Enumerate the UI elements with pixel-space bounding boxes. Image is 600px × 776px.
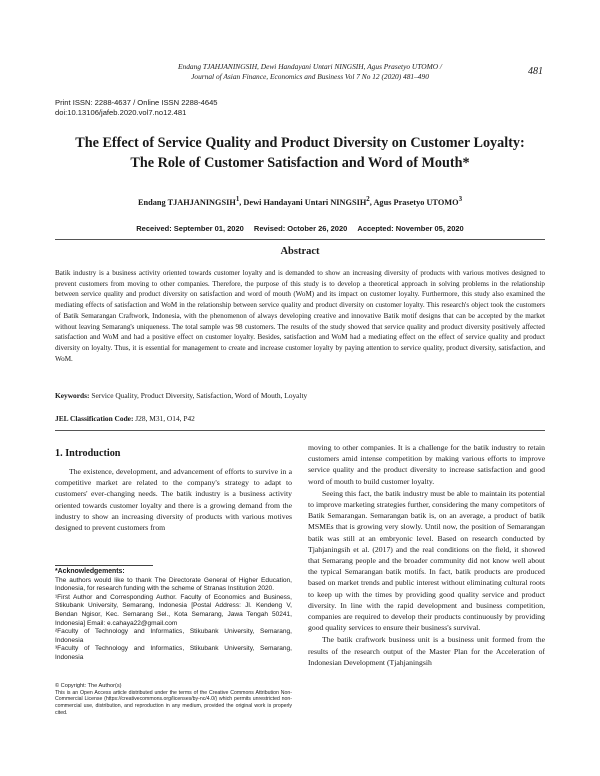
intro-paragraph-3: Seeing this fact, the batik industry must be able to maintain its potential to improve marketing strategies further, considering the many competitors of Batik Semarangan. Semarangan batik is, on an average, a product of batik MSMEs that is growing very slowly. Until now, the position of Semarangan batik was still at an embryonic level. Based on research conducted by Tjahjaningsih et al. (2017) and the real conditions on the field, it showed that Semarang people and the broader community did not know well about the typical Semarangan batik motifs. In fact, batik products are produced based on market trends and public interest without eliminating cultural roots to keep up with the times by providing good quality service and product diversity. In line with the rapid development and business competition, companies are required to develop their products continuously by providing good quality services to ensure their business's survival. — [308, 488, 545, 633]
paper-title — [40, 133, 560, 173]
copyright-notice — [55, 683, 292, 717]
footnote-3: ³Faculty of Technology and Informatics, Stikubank University, Semarang, Indonesia — [55, 645, 292, 661]
author-1: Endang TJAHJANINGSIH — [137, 197, 236, 207]
paper-title-line1: The Effect of Service Quality and Product Diversity on Customer Loyalty: — [75, 135, 525, 151]
paper-title-line2: The Role of Customer Satisfaction and Word of Mouth* — [130, 155, 470, 171]
jel-label: JEL Classification Code: — [55, 414, 134, 423]
keywords-value: Service Quality, Product Diversity, Satisfaction, Word of Mouth, Loyalty — [91, 391, 308, 400]
issn-line: Print ISSN: 2288-4637 / Online ISSN 2288-4645 — [55, 98, 218, 107]
issn-block — [55, 98, 218, 118]
author-list: Endang TJAHJANINGSIH$^1$, Dewi Handayani Untari NINGSIH$^2$, Agus Prasetyo UTOMO$^3$ — [137, 196, 463, 207]
running-header — [120, 62, 500, 82]
acknowledgements-text: The authors would like to thank The Directorate General of Higher Education, Indonesia, for research funding with the scheme of Stranas Institution 2020. — [55, 576, 292, 593]
author-3: Agus Prasetyo UTOMO — [373, 197, 459, 207]
author-2-affiliation: 2 — [366, 196, 370, 203]
revised-date: Revised: October 26, 2020 — [253, 224, 348, 233]
jel-value: J28, M31, O14, P42 — [135, 414, 195, 423]
keywords — [55, 391, 545, 400]
jel-codes — [55, 414, 545, 423]
copyright-line: © Copyright: The Author(s) — [55, 683, 122, 689]
section-heading-introduction: 1. Introduction — [55, 448, 121, 459]
rule-bottom — [55, 430, 545, 431]
rule-top — [55, 239, 545, 240]
abstract-heading: Abstract — [280, 246, 320, 257]
page-number: 481 — [528, 66, 543, 77]
author-1-affiliation: 1 — [235, 196, 240, 203]
submission-dates — [40, 224, 560, 233]
author-2: Dewi Handayani Untari NINGSIH — [243, 197, 367, 207]
left-column — [55, 466, 292, 533]
running-header-authors: Endang TJAHJANINGSIH, Dewi Handayani Untari NINGSIH, Agus Prasetyo UTOMO / — [178, 62, 442, 71]
acknowledgements-heading: *Acknowledgements: — [55, 568, 125, 575]
intro-paragraph-1: The existence, development, and advancement of efforts to survive in a competitive market are related to the company's strategy to adapt to customers' ever-changing needs. The batik industry is a business activity oriented towards customer loyalty and there is a growing demand from the industry to show an increasing diversity of products with various motives designed to prevent customers from — [55, 467, 292, 533]
license-text: This is an Open Access article distributed under the terms of the Creative Commons Attribution Non-Commercial License (https://creativecommons.org/licenses/by-nc/4.0/) which permits unrestricted non-commercial use, distribution, and reproduction in any medium, provided the original work is properly cited. — [55, 689, 292, 716]
doi-line: doi:10.13106/jafeb.2020.vol7.no12.481 — [55, 108, 187, 117]
received-date: Received: September 01, 2020 — [136, 224, 244, 233]
accepted-date: Accepted: November 05, 2020 — [357, 224, 464, 233]
intro-paragraph-2: moving to other companies. It is a challenge for the batik industry to retain customers amid intense competition by making various efforts to improve service quality and the product diversity to increase satisfaction and good word of mouth to build customer loyalty. — [308, 443, 545, 486]
author-3-affiliation: 3 — [458, 196, 463, 203]
right-column — [308, 442, 545, 669]
footnote-1: ¹First Author and Corresponding Author. Faculty of Economics and Business, Stikubank University, Semarang, Indonesia [Postal Address: Jl. Kendeng V, Bendan Ngisor, Kec. Semarang Sel., Kota Semarang, Jawa Tengah 50241, Indonesia] Email: e.cahaya22@gmail.com — [55, 593, 292, 627]
footnote-divider — [55, 565, 153, 566]
running-header-journal: Journal of Asian Finance, Economics and Business Vol 7 No 12 (2020) 481–490 — [191, 72, 429, 81]
footnotes — [55, 568, 292, 663]
keywords-label: Keywords: — [55, 391, 90, 400]
abstract-body: Batik industry is a business activity oriented towards customer loyalty and is demanded to show an increasing diversity of products with various motives designed to prevent customers from moving to other companies. Therefore, the purpose of this study is to develop a theoretical approach in solving problems in the relationship between service quality and product diversity on satisfaction and word of mouth (WoM) and its impact on customer loyalty. Furthermore, this study also examined the mediating effects of satisfaction and WoM in the relationship between service quality and product diversity on customer loyalty. This research's object took the customers of Batik Semarangan Craftwork, Indonesia, with the phenomenon of always developing creative and innovative Batik motif designs that can be accepted by the market without leaving Semarang's uniqueness. The total sample was 98 customers. The results of the study showed that service quality and product diversity positively affected satisfaction and WoM and had a positive effect on customer loyalty. Besides, satisfaction and WoM had a mediating effect on the effect of service quality and product diversity on loyalty. Thus, it is essential for management to create and increase customer loyalty by paying attention to service quality, product diversity, satisfaction, and WoM. — [55, 269, 545, 363]
intro-paragraph-4: The batik craftwork business unit is a business unit formed from the results of the research output of the Master Plan for the Acceleration of Indonesian Development (Tjahjaningsih — [308, 635, 545, 667]
footnote-2: ²Faculty of Technology and Informatics, Stikubank University, Semarang, Indonesia — [55, 628, 292, 644]
